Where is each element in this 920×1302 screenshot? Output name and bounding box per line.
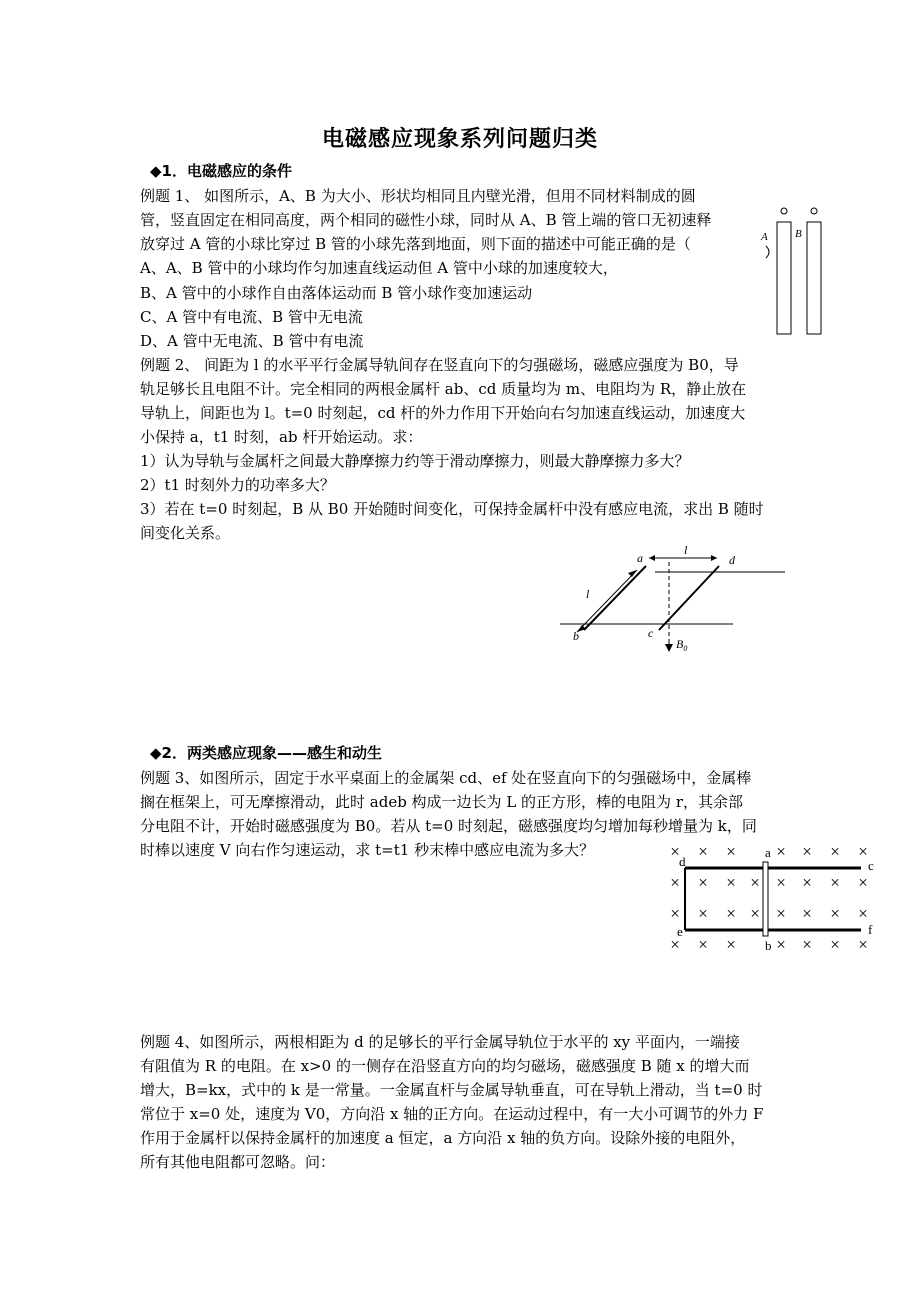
field-cross: × [776,842,786,861]
field-cross: × [802,873,812,892]
field-cross: × [802,904,812,923]
text-line: 例题 2、 间距为 l 的水平平行金属导轨间存在竖直向下的匀强磁场，磁感应强度为 B0，导 [140,356,739,374]
field-cross: × [858,904,868,923]
tube-a-label: A [761,231,768,243]
field-cross: × [726,842,736,861]
field-cross: × [726,873,736,892]
text-line: 间变化关系。 [140,524,231,542]
text-line: 导轨上，间距也为 l。t=0 时刻起，cd 杆的外力作用下开始向右匀加速直线运动，加速度大 [140,404,746,422]
text-line: 3）若在 t=0 时刻起，B 从 B0 开始随时间变化，可保持金属杆中没有感应电流，求出 B 随时 [140,500,764,518]
text-line: B、A 管中的小球作自由落体运动而 B 管小球作变加速运动 [140,284,533,302]
field-cross: × [830,873,840,892]
rod-ab [763,862,768,936]
text-line: 搁在框架上，可无摩擦滑动，此时 adeb 构成一边长为 L 的正方形，棒的电阻为 r，其余部 [140,793,743,811]
label-d: d [729,553,735,567]
ball-a [781,208,787,214]
tubes-figure [755,200,835,340]
label-a: a [637,551,643,565]
field-cross: × [698,904,708,923]
dim-top-arrow-left [649,555,655,561]
label-c: c [868,858,874,873]
frame-figure [655,838,885,960]
field-cross: × [830,935,840,954]
section-heading-2: ◆2．两类感应现象——感生和动生 [150,744,382,762]
field-cross: × [750,873,760,892]
label-e: e [677,924,683,939]
text-line: 增大，B=kx，式中的 k 是一常量。一金属直杆与金属导轨垂直，可在导轨上滑动，当 t=0 时 [140,1081,763,1099]
label-c: c [648,626,654,640]
text-line: 有阻值为 R 的电阻。在 x>0 的一侧存在沿竖直方向的均匀磁场，磁感强度 B 随 x 的增大而 [140,1057,750,1075]
field-cross: × [670,904,680,923]
section-heading-1: ◆1．电磁感应的条件 [150,162,292,180]
rod-cd [659,566,719,630]
text-line: D、A 管中无电流、B 管中有电流 [140,332,364,350]
field-cross: × [698,873,708,892]
field-arrowhead [665,644,673,652]
text-line: 例题 4、如图所示，两根相距为 d 的足够长的平行金属导轨位于水平的 xy 平面内，一端接 [140,1033,740,1051]
text-line: 小保持 a，t1 时刻，ab 杆开始运动。求： [140,428,423,446]
field-cross: × [776,935,786,954]
text-line: 放穿过 A 管的小球比穿过 B 管的小球先落到地面，则下面的描述中可能正确的是（ [140,235,691,253]
tube-b [807,222,821,334]
label-b: b [765,938,772,953]
text-line: 轨足够长且电阻不计。完全相同的两根金属杆 ab、cd 质量均为 m、电阻均为 R，静止放在 [140,380,747,398]
field-cross: × [670,842,680,861]
field-cross: × [830,904,840,923]
text-line: 常位于 x=0 处，速度为 V0，方向沿 x 轴的正方向。在运动过程中，有一大小可调节的外力 F [140,1105,764,1123]
text-line: 1）认为导轨与金属杆之间最大静摩擦力约等于滑动摩擦力，则最大静摩擦力多大？ [140,452,690,470]
field-cross: × [750,904,760,923]
text-line: 时棒以速度 V 向右作匀速运动，求 t=t1 秒末棒中感应电流为多大？ [140,841,595,859]
text-line: 管，竖直固定在相同高度，两个相同的磁性小球，同时从 A、B 管上端的管口无初速释 [140,211,712,229]
field-cross: × [830,842,840,861]
field-cross: × [670,935,680,954]
label-d: d [679,854,686,869]
text-line: 例题 1、 如图所示，A、B 为大小、形状均相同且内壁光滑，但用不同材料制成的圆 [140,187,696,205]
text-line: C、A 管中有电流、B 管中无电流 [140,308,363,326]
dim-top-arrow-right [711,555,717,561]
page-title: 电磁感应现象系列问题归类 [321,127,598,152]
label-l-top: l [684,543,688,557]
field-cross: × [776,904,786,923]
field-cross: × [726,935,736,954]
field-cross: × [802,935,812,954]
text-line: A、A、B 管中的小球均作匀加速直线运动但 A 管中小球的加速度较大， [140,259,618,277]
field-cross: × [776,873,786,892]
bracket-mark [766,246,769,258]
ball-b [811,208,817,214]
field-cross: × [698,935,708,954]
field-cross: × [802,842,812,861]
tube-a [777,222,791,334]
label-f: f [868,922,873,937]
dim-side [577,570,637,632]
label-a: a [765,845,771,860]
field-cross: × [858,873,868,892]
rod-ab [584,566,646,630]
text-line: 作用于金属杆以保持金属杆的加速度 a 恒定，a 方向沿 x 轴的负方向。设除外接的电阻外， [140,1129,746,1147]
text-line: 分电阻不计，开始时磁感强度为 B0。若从 t=0 时刻起，磁感强度均匀增加每秒增量为 k，同 [140,817,757,835]
text-line: 2）t1 时刻外力的功率多大？ [140,476,335,494]
label-b0: $B_0$ [676,637,688,653]
text-line: 例题 3、如图所示，固定于水平桌面上的金属架 cd、ef 处在竖直向下的匀强磁场中，金属棒 [140,769,752,787]
field-cross: × [858,842,868,861]
field-cross: × [858,935,868,954]
label-l-side: l [586,587,590,601]
rails-figure [555,540,795,660]
field-cross: × [698,842,708,861]
field-cross: × [726,904,736,923]
text-line: 所有其他电阻都可忽略。问： [140,1153,336,1171]
field-cross: × [670,873,680,892]
label-b: b [573,629,579,643]
tube-b-label: B [795,228,802,240]
